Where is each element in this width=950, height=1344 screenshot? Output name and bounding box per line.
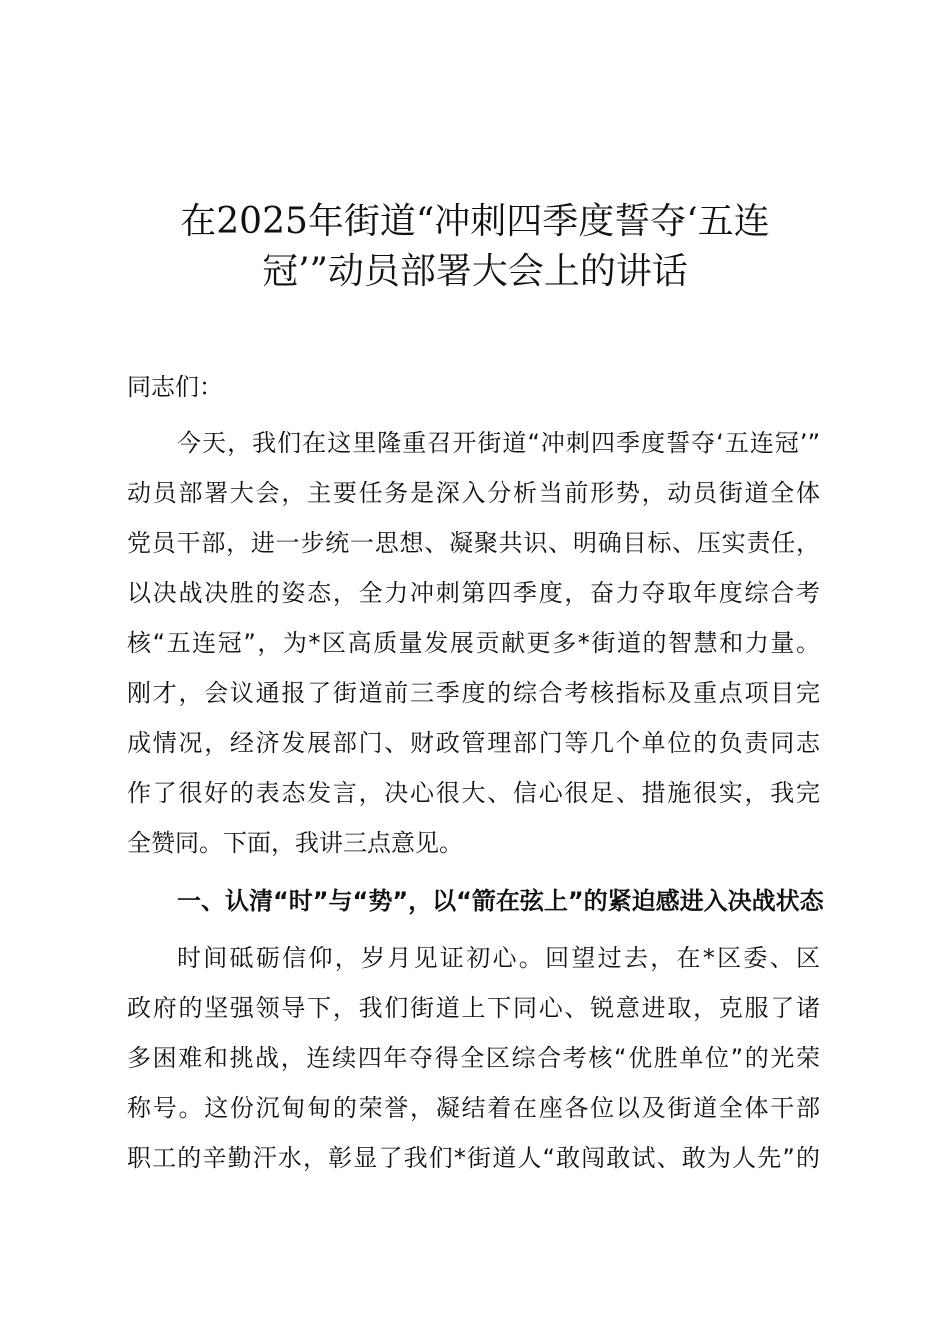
salutation: 同志们： bbox=[127, 373, 223, 401]
text-line: 时间砥砺信仰，岁月见证初心。回望过去，在*区委、区 bbox=[177, 944, 820, 972]
text-line: 职工的辛勤汗水，彰显了我们*街道人“敢闯敢试、敢为人先”的 bbox=[127, 1144, 820, 1172]
section-heading: 一、认清“时”与“势”，以“箭在弦上”的紧迫感进入决战状态 bbox=[177, 887, 824, 915]
text-line: 党员干部，进一步统一思想、凝聚共识、明确目标、压实责任， bbox=[127, 529, 820, 557]
text-line: 称号。这份沉甸甸的荣誉，凝结着在座各位以及街道全体干部 bbox=[127, 1094, 820, 1122]
text-line: 多困难和挑战，连续四年夺得全区综合考核“优胜单位”的光荣 bbox=[127, 1044, 820, 1072]
title-line: 冠’”动员部署大会上的讲话 bbox=[262, 251, 688, 292]
title-line: 在2025年街道“冲刺四季度誓夺‘五连 bbox=[180, 201, 770, 242]
text-line: 成情况，经济发展部门、财政管理部门等几个单位的负责同志 bbox=[127, 729, 820, 757]
text-line: 以决战决胜的姿态，全力冲刺第四季度，奋力夺取年度综合考 bbox=[127, 579, 820, 607]
text-line: 核“五连冠”，为*区高质量发展贡献更多*街道的智慧和力量。 bbox=[127, 629, 820, 657]
text-line: 政府的坚强领导下，我们街道上下同心、锐意进取，克服了诸 bbox=[127, 994, 820, 1022]
document-title bbox=[0, 197, 950, 297]
text-line: 动员部署大会，主要任务是深入分析当前形势，动员街道全体 bbox=[127, 479, 820, 507]
text-line: 全赞同。下面，我讲三点意见。 bbox=[127, 829, 463, 857]
text-line: 刚才，会议通报了街道前三季度的综合考核指标及重点项目完 bbox=[127, 679, 820, 707]
text-line: 今天，我们在这里隆重召开街道“冲刺四季度誓夺‘五连冠’” bbox=[177, 429, 820, 457]
text-line: 作了很好的表态发言，决心很大、信心很足、措施很实，我完 bbox=[127, 779, 820, 807]
